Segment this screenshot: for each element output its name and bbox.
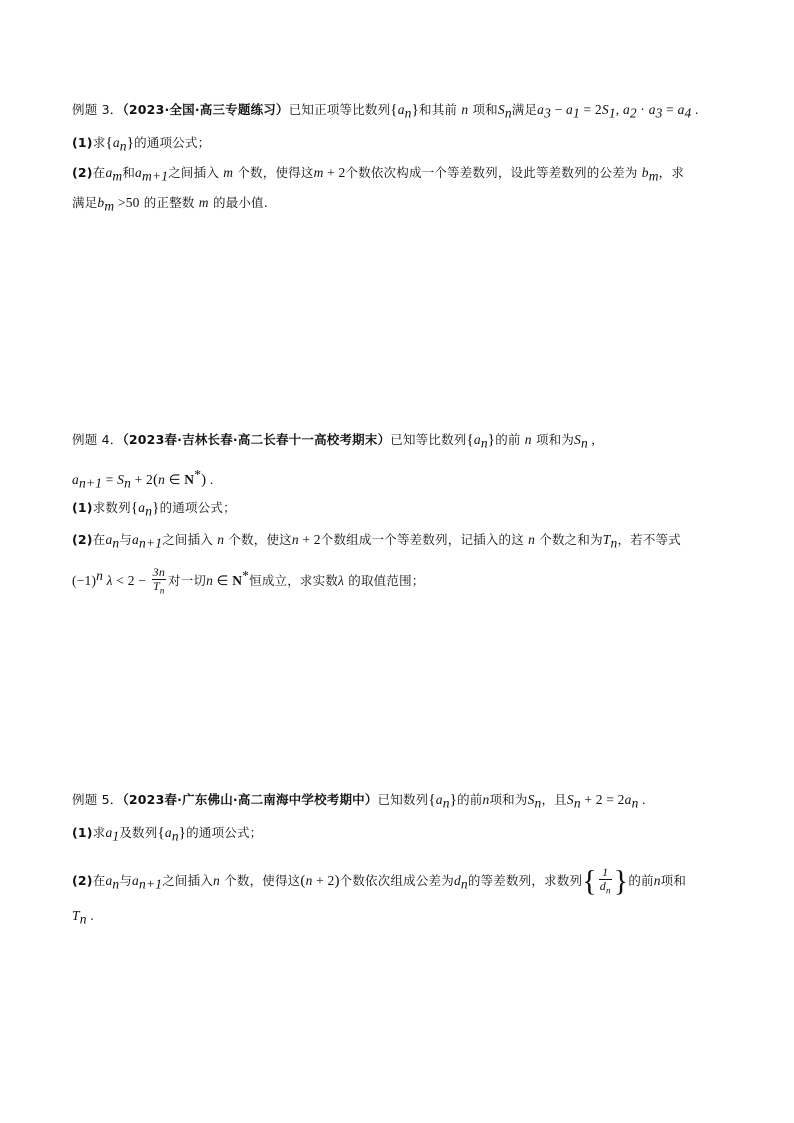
ex3-label: 例题 3． — [72, 102, 123, 117]
ex5-q2-line2: $T_n$ . — [72, 908, 94, 927]
ex4-formula: $a_{n+1} = S_n + 2(n$ ∈ N*) . — [72, 467, 214, 491]
ex4-stem: 例题 4．（2023春·吉林长春·高二长春十一高校考期末）已知等比数列$\{a_n\}$的前 n 项和为$S_n$ , — [72, 432, 596, 451]
ex4-source: （2023春·吉林长春·高二长春十一高校考期末） — [122, 432, 391, 447]
ex5-label: 例题 5． — [72, 792, 123, 807]
ex3-q1: (1)求$\{a_n\}$的通项公式； — [72, 135, 211, 154]
ex4-q2-line1: (2)在$a_n$与$a_{n+1}$之间插入 n 个数，使这n + 2个数组成一个等差数列，记插入的这 n 个数之和为$T_n$，若不等式 — [72, 532, 681, 551]
ex4-q1: (1)求数列$\{a_n\}$的通项公式； — [72, 500, 236, 519]
ex4-label: 例题 4． — [72, 432, 123, 447]
ex5-source: （2023春·广东佛山·高二南海中学校考期中） — [122, 792, 378, 807]
ex3-stem: 例题 3．（2023·全国·高三专题练习）已知正项等比数列$\{a_n\}$和其前 n 项和$S_n$满足$a_3 - a_1 = 2S_1$, $a_2 \cdot a_3 = a_4$ . — [72, 102, 699, 121]
ex3-source: （2023·全国·高三专题练习） — [122, 102, 289, 117]
ex3-q2-line1: (2)在$a_m$和$a_{m+1}$之间插入 m 个数，使得这m + 2个数依次构成一个等差数列，设此等差数列的公差为 $b_m$，求 — [72, 165, 685, 184]
ex5-stem: 例题 5．（2023春·广东佛山·高二南海中学校考期中）已知数列$\{a_n\}$的前n项和为$S_n$，且$S_n + 2 = 2a_n$ . — [72, 792, 646, 811]
ex5-q1: (1)求$a_1$及数列$\{a_n\}$的通项公式； — [72, 825, 263, 844]
ex4-q2-line2: $(-1)^n$ λ < 2 − $\frac{3n}{T_n}$ 对一切n ∈ N*恒成立，求实数λ 的取值范围； — [72, 565, 425, 596]
ex3-q2-line2: 满足$b_m >50$ 的正整数 m 的最小值. — [72, 195, 268, 214]
ex5-q2-line1: (2)在$a_n$与$a_{n+1}$之间插入n 个数，使得这(n + 2)个数依次组成公差为$d_n$的等差数列，求数列{ $\frac{1}{d_n}$ }的前n项和 — [72, 864, 687, 898]
